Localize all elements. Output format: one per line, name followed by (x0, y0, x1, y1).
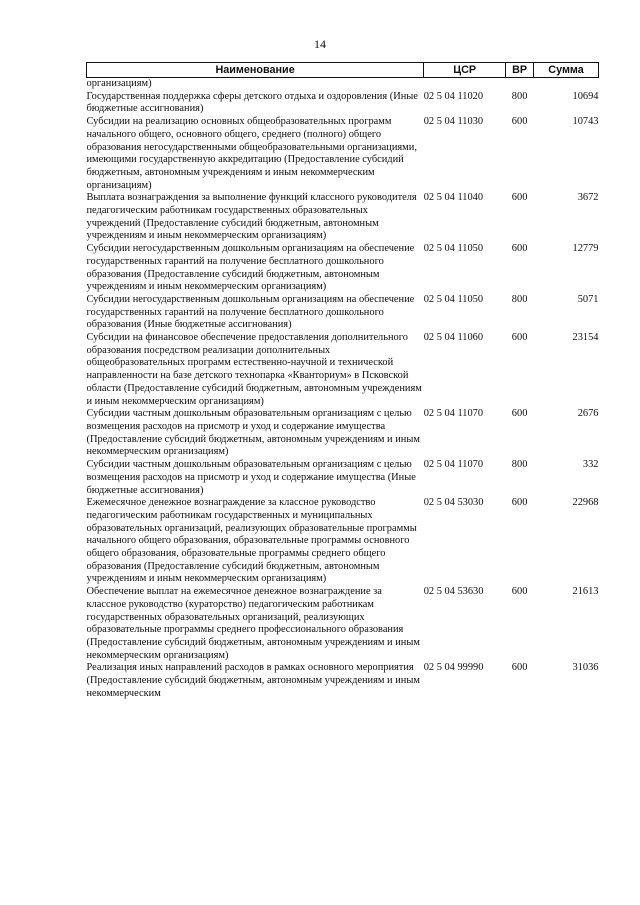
row-sum: 22968 (572, 497, 599, 509)
header-name: Наименование (87, 63, 424, 78)
row-sum: 31036 (572, 662, 599, 674)
table-row (87, 294, 599, 332)
budget-table (86, 62, 599, 700)
table-row (87, 91, 599, 116)
row-name: Ежемесячное денежное вознаграждение за классное руководство педагогическим работникам государственных и муниципальных образовательных организаций, реализующих образовательные программы начального общего образования, образовательные программы основного общего образования, образовательные программы среднего общего образования (Предоставление субсидий бюджетным, автономным учреждениям и иным некоммерческим организациям) (86, 497, 417, 585)
table-row (87, 116, 599, 192)
row-sum: 10694 (572, 90, 599, 102)
header-vr: ВР (506, 63, 534, 78)
row-csr: 02 5 04 53630 (423, 586, 484, 598)
row-name: Субсидии частным дошкольным образовательным организациям с целью возмещения расходов на присмотр и уход и содержание имущества (Иные бюджетные ассигнования) (86, 459, 416, 496)
table-row (87, 586, 599, 662)
row-name: Субсидии на финансовое обеспечение предоставления дополнительного образования посредством реализации дополнительных общеобразовательных программ естественно-научной и технической направленности на базе детского технопарка «Кванториум» в Псковской области (Предоставление субсидий бюджетным, автономным учреждениям и иным некоммерческим организациям) (86, 332, 422, 407)
table-row (87, 192, 599, 243)
continuation-row (87, 78, 599, 91)
row-name: Субсидии на реализацию основных общеобразовательных программ начального общего, основного общего, среднего (полного) общего образования негосударственными общеобразовательными организациями, имеющими государственную аккредитацию (Предоставление субсидий бюджетным, автономным учреждениям и иным некоммерческим организациям) (86, 116, 417, 191)
row-name: Выплата вознаграждения за выполнение функций классного руководителя педагогическим работникам государственных образовательных учреждений (Предоставление субсидий бюджетным, автономным учреждениям и иным некоммерческим организациям) (86, 192, 417, 242)
row-name: Субсидии негосударственным дошкольным организациям на обеспечение государственных гарантий на получение бесплатного дошкольного образования (Иные бюджетные ассигнования) (86, 293, 415, 331)
row-vr: 600 (511, 192, 528, 204)
row-vr: 600 (511, 243, 528, 255)
row-sum: 23154 (572, 332, 599, 344)
row-csr: 02 5 04 11070 (423, 408, 484, 420)
row-vr: 600 (511, 116, 528, 128)
row-vr: 600 (511, 408, 528, 420)
table-header-row (87, 63, 599, 78)
page-number: 14 (314, 37, 326, 51)
table-row (87, 243, 599, 294)
row-csr: 02 5 04 11020 (423, 90, 484, 102)
row-csr: 02 5 04 11060 (423, 332, 484, 344)
table-row (87, 662, 599, 700)
table-row (87, 332, 599, 408)
row-vr: 800 (511, 293, 528, 305)
row-sum: 5071 (577, 293, 599, 305)
row-csr: 02 5 04 99990 (423, 662, 484, 674)
row-vr: 600 (511, 586, 528, 598)
continuation-text: организациям) (86, 78, 152, 89)
row-vr: 800 (511, 459, 528, 471)
row-sum: 3672 (577, 192, 599, 204)
row-name: Субсидии негосударственным дошкольным организациям на обеспечение государственных гарантий на получение бесплатного дошкольного образования (Предоставление субсидий бюджетным, автономным учреждениям и иным некоммерческим организациям) (86, 243, 415, 293)
table-row (87, 459, 599, 497)
row-csr: 02 5 04 11050 (423, 293, 484, 305)
row-csr: 02 5 04 11050 (423, 243, 484, 255)
row-sum: 10743 (572, 116, 599, 128)
table-body (87, 78, 599, 701)
row-vr: 800 (511, 90, 528, 102)
header-csr: ЦСР (424, 63, 506, 78)
row-name: Субсидии частным дошкольным образовательным организациям с целью возмещения расходов на присмотр и уход и содержание имущества (Предоставление субсидий бюджетным, автономным учреждениям и иным некоммерческим организациям) (86, 408, 420, 458)
row-name: Государственная поддержка сферы детского отдыха и оздоровления (Иные бюджетные ассигнования) (86, 90, 418, 115)
table-row (87, 408, 599, 459)
row-sum: 2676 (577, 408, 599, 420)
table-row (87, 497, 599, 586)
row-vr: 600 (511, 497, 528, 509)
row-vr: 600 (511, 662, 528, 674)
header-sum: Сумма (534, 63, 599, 78)
row-csr: 02 5 04 11030 (423, 116, 484, 128)
row-csr: 02 5 04 11070 (423, 459, 484, 471)
row-sum: 332 (582, 459, 599, 471)
row-vr: 600 (511, 332, 528, 344)
row-sum: 12779 (572, 243, 599, 255)
row-csr: 02 5 04 11040 (423, 192, 484, 204)
row-name: Обеспечение выплат на ежемесячное денежное вознаграждение за классное руководство (кураторство) педагогическим работникам государственных образовательных организаций, реализующих образовательные программы среднего профессионального образования (Предоставление субсидий бюджетным, автономным учреждениям и иным некоммерческим организациям) (86, 586, 420, 661)
row-name: Реализация иных направлений расходов в рамках основного мероприятия (Предоставление субсидий бюджетным, автономным учреждениям и иным некоммерческим (86, 662, 420, 699)
row-sum: 21613 (572, 586, 599, 598)
row-csr: 02 5 04 53030 (423, 497, 484, 509)
